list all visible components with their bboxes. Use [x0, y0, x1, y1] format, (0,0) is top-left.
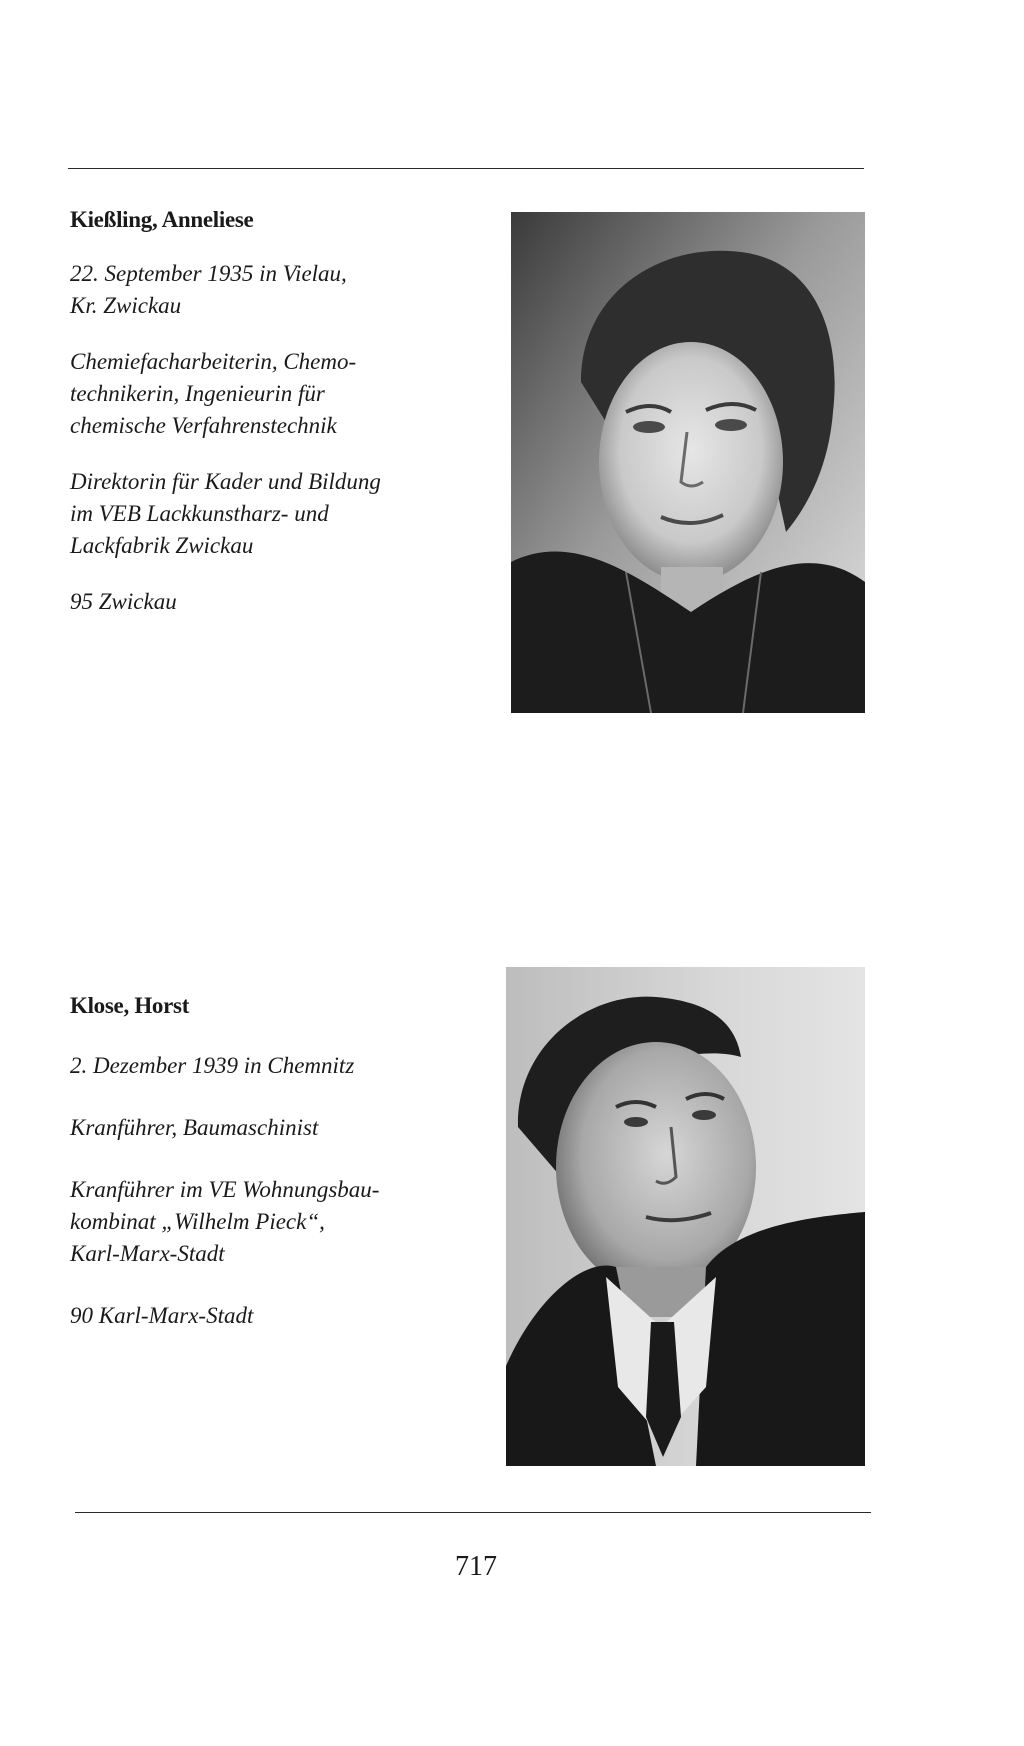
portrait-photo-kiessling: [511, 212, 865, 713]
entry-birth: 22. September 1935 in Vielau, Kr. Zwickau: [70, 261, 347, 318]
entry-profession: Chemiefacharbeiterin, Chemo- technikerin, Ingenieurin für chemische Verfahrenstechnik: [70, 349, 357, 438]
entry-address: 90 Karl-Marx-Stadt: [70, 1303, 254, 1328]
entry-name: Kießling, Anneliese: [70, 207, 254, 232]
entry-kiessling: [70, 206, 470, 618]
entry-birth: 2. Dezember 1939 in Chemnitz: [70, 1053, 355, 1078]
portrait-man-image: [506, 967, 865, 1466]
entry-profession: Kranführer, Baumaschinist: [70, 1115, 319, 1140]
entry-name: Klose, Horst: [70, 993, 190, 1018]
top-rule: [68, 168, 864, 169]
entry-address: 95 Zwickau: [70, 589, 177, 614]
entry-klose: [70, 992, 470, 1332]
portrait-photo-klose: [506, 967, 865, 1466]
portrait-woman-image: [511, 212, 865, 713]
page-number: 717: [455, 1551, 497, 1582]
entry-position: Direktorin für Kader und Bildung im VEB Lackkunstharz- und Lackfabrik Zwickau: [70, 469, 381, 558]
bottom-rule: [75, 1512, 871, 1513]
entry-position: Kranführer im VE Wohnungsbau- kombinat „Wilhelm Pieck“, Karl-Marx-Stadt: [70, 1177, 380, 1266]
